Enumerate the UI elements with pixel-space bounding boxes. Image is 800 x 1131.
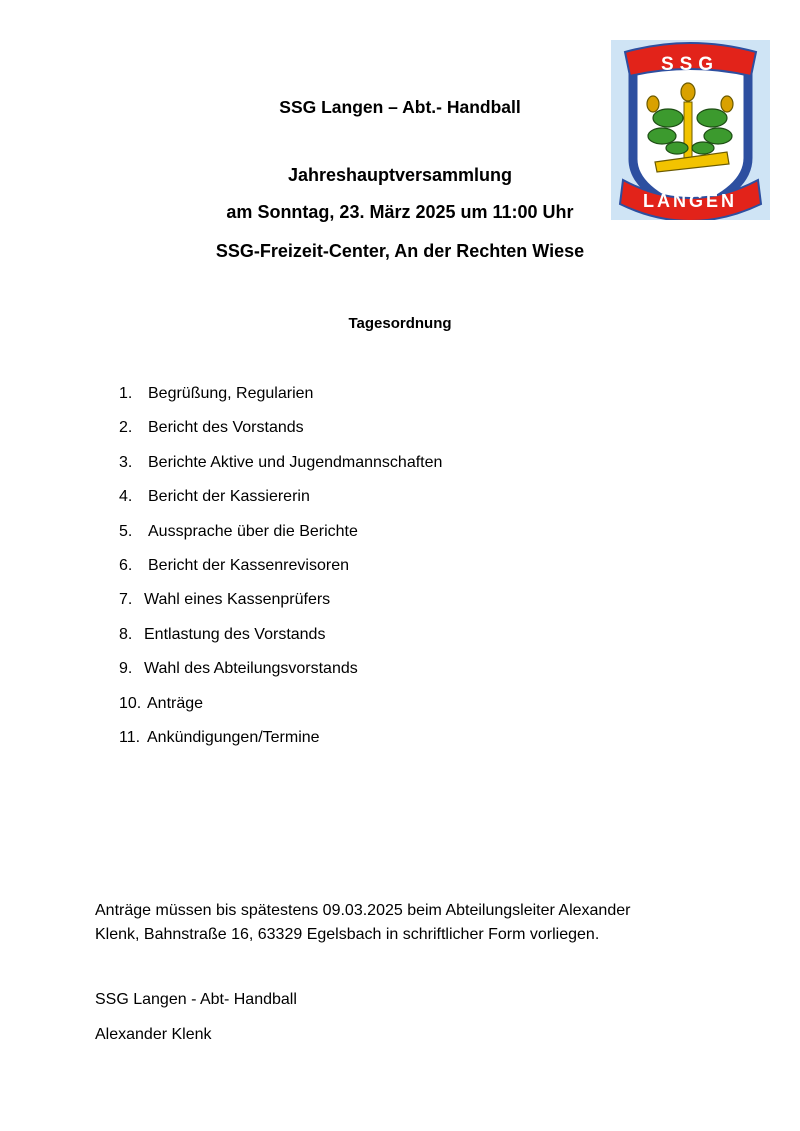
club-logo bbox=[611, 40, 770, 220]
agenda-item bbox=[119, 452, 442, 486]
submission-note-line: Klenk, Bahnstraße 16, 63329 Egelsbach in schriftlicher Form vorliegen. bbox=[95, 926, 600, 943]
agenda-item-number: 2. bbox=[119, 419, 133, 437]
agenda-item-text: Bericht des Vorstands bbox=[148, 419, 304, 437]
agenda-item-number: 11. bbox=[119, 728, 141, 746]
agenda-item-number: 4. bbox=[119, 488, 133, 506]
agenda-item-text: Entlastung des Vorstands bbox=[144, 625, 326, 643]
agenda-item-number: 10. bbox=[119, 694, 142, 712]
agenda-item bbox=[119, 417, 442, 451]
meeting-title: Jahreshauptversammlung bbox=[287, 165, 513, 185]
agenda-item bbox=[119, 521, 442, 555]
agenda-item-text: Wahl eines Kassenprüfers bbox=[144, 591, 331, 609]
agenda-item-number: 9. bbox=[119, 660, 133, 678]
agenda-item bbox=[119, 658, 442, 692]
meeting-location: SSG-Freizeit-Center, An der Rechten Wiese bbox=[215, 241, 585, 261]
agenda-item-number: 6. bbox=[119, 556, 133, 574]
agenda-item-text: Wahl des Abteilungsvorstands bbox=[144, 660, 358, 678]
agenda-item bbox=[119, 693, 442, 727]
signature-name: Alexander Klenk bbox=[95, 1026, 212, 1043]
agenda-item-text: Bericht der Kassenrevisoren bbox=[148, 556, 349, 574]
agenda-item-number: 3. bbox=[119, 453, 133, 471]
agenda-item-number: 8. bbox=[119, 625, 133, 643]
agenda-item-text: Berichte Aktive und Jugendmannschaften bbox=[148, 453, 443, 471]
agenda-item bbox=[119, 727, 442, 761]
submission-note-line: Anträge müssen bis spätestens 09.03.2025 beim Abteilungsleiter Alexander bbox=[95, 902, 631, 919]
submission-note bbox=[95, 899, 735, 947]
meeting-date: am Sonntag, 23. März 2025 um 11:00 Uhr bbox=[226, 202, 574, 222]
signature-organization: SSG Langen - Abt- Handball bbox=[95, 991, 297, 1008]
agenda-item-text: Anträge bbox=[147, 694, 204, 712]
agenda-item-text: Ankündigungen/Termine bbox=[147, 728, 320, 746]
agenda-item-number: 7. bbox=[119, 591, 133, 609]
agenda-item bbox=[119, 555, 442, 589]
agenda-item bbox=[119, 383, 442, 417]
agenda-item-text: Begrüßung, Regularien bbox=[148, 385, 314, 402]
agenda-item-text: Bericht der Kassiererin bbox=[148, 488, 310, 506]
agenda-item bbox=[119, 486, 442, 520]
logo-top-text: SSG bbox=[660, 54, 720, 75]
agenda-item bbox=[119, 589, 442, 623]
agenda-item-text: Aussprache über die Berichte bbox=[148, 522, 358, 540]
agenda-item-number: 5. bbox=[119, 522, 133, 540]
organization-title: SSG Langen – Abt.- Handball bbox=[279, 97, 521, 117]
agenda-list bbox=[119, 383, 442, 761]
logo-bottom-text: LANGEN bbox=[643, 191, 737, 211]
agenda-heading: Tagesordnung bbox=[348, 315, 452, 332]
agenda-item-number: 1. bbox=[119, 385, 133, 402]
agenda-item bbox=[119, 624, 442, 658]
